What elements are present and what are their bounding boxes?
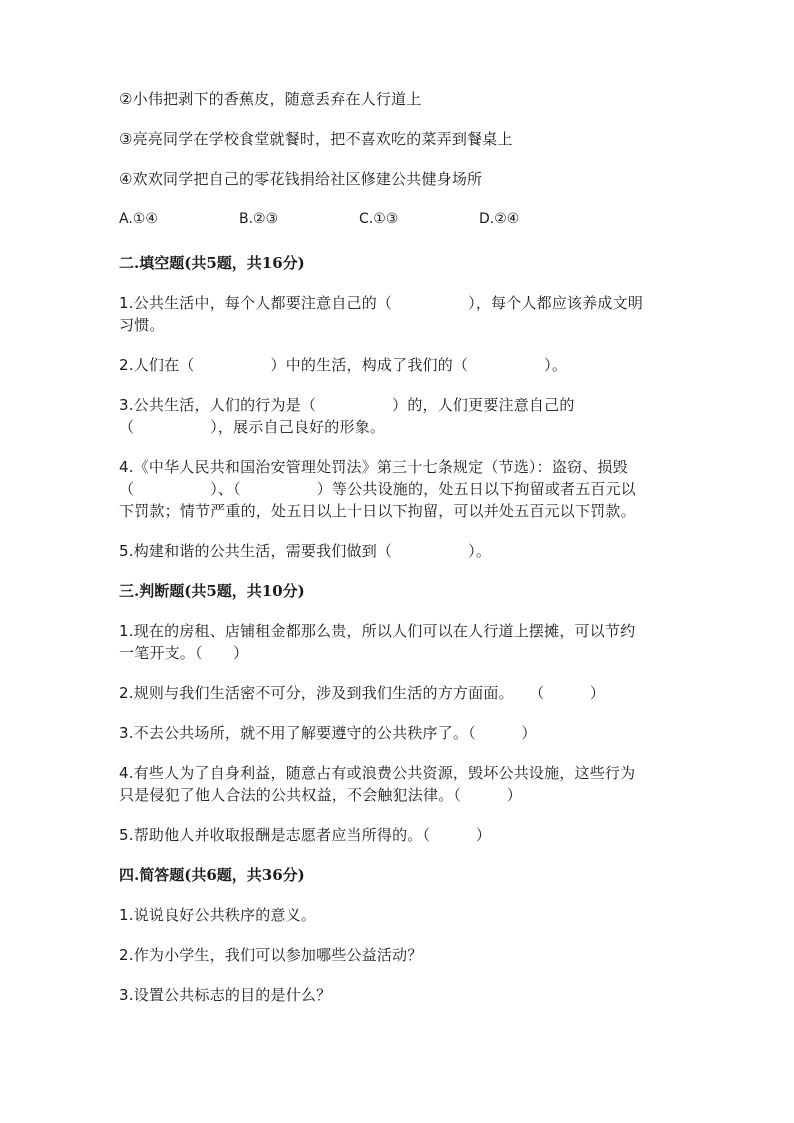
choice-item: ④欢欢同学把自己的零花钱捐给社区修建公共健身场所 xyxy=(119,170,483,188)
section-title-fill-blank: 二.填空题(共5题，共16分) xyxy=(119,254,305,272)
fill-blank-question: 1.公共生活中，每个人都要注意自己的（ ），每个人都应该养成文明 习惯。 xyxy=(119,294,644,334)
short-answer-question: 3.设置公共标志的目的是什么？ xyxy=(119,986,332,1004)
short-answer-question: 1.说说良好公共秩序的意义。 xyxy=(119,906,317,924)
fill-blank-question: 5.构建和谐的公共生活，需要我们做到（ ）。 xyxy=(119,542,492,560)
exam-page xyxy=(119,88,679,1024)
option-d: D.②④ xyxy=(479,211,520,227)
choice-item: ③亮亮同学在学校食堂就餐时，把不喜欢吃的菜弄到餐桌上 xyxy=(119,130,513,148)
true-false-question: 4.有些人为了自身利益，随意占有或浪费公共资源，毁坏公共设施，这些行为 只是侵犯了他人合法的公共权益，不会触犯法律。（ ） xyxy=(119,764,636,804)
option-b: B.②③ xyxy=(239,211,279,227)
option-a: A.①④ xyxy=(119,211,158,227)
section-title-short-answer: 四.简答题(共6题，共36分) xyxy=(119,866,305,884)
fill-blank-question: 2.人们在（ ）中的生活，构成了我们的（ ）。 xyxy=(119,356,568,374)
short-answer-question: 2.作为小学生，我们可以参加哪些公益活动？ xyxy=(119,946,423,964)
fill-blank-question: 4.《中华人民共和国治安管理处罚法》第三十七条规定（节选）：盗窃、损毁 （ ）、（ ）等公共设施的，处五日以下拘留或者五百元以 下罚款；情节严重的，处五日以上十日以下拘留，可以并处五百元以下罚款。 xyxy=(119,458,637,520)
true-false-question: 1.现在的房租、店铺租金都那么贵，所以人们可以在人行道上摆摊，可以节约 一笔开支。（ ） xyxy=(119,622,636,662)
true-false-question: 3.不去公共场所，就不用了解要遵守的公共秩序了。（ ） xyxy=(119,724,537,742)
option-c: C.①③ xyxy=(359,211,399,227)
true-false-question: 5.帮助他人并收取报酬是志愿者应当所得的。（ ） xyxy=(119,826,492,844)
fill-blank-question: 3.公共生活，人们的行为是（ ）的，人们更要注意自己的 （ ），展示自己良好的形象。 xyxy=(119,396,575,436)
choice-item: ②小伟把剥下的香蕉皮，随意丢弃在人行道上 xyxy=(119,90,422,108)
true-false-question: 2.规则与我们生活密不可分，涉及到我们生活的方方面面。 （ ） xyxy=(119,684,606,702)
section-title-true-false: 三.判断题(共5题，共10分) xyxy=(119,582,305,600)
choice-options xyxy=(119,208,679,230)
